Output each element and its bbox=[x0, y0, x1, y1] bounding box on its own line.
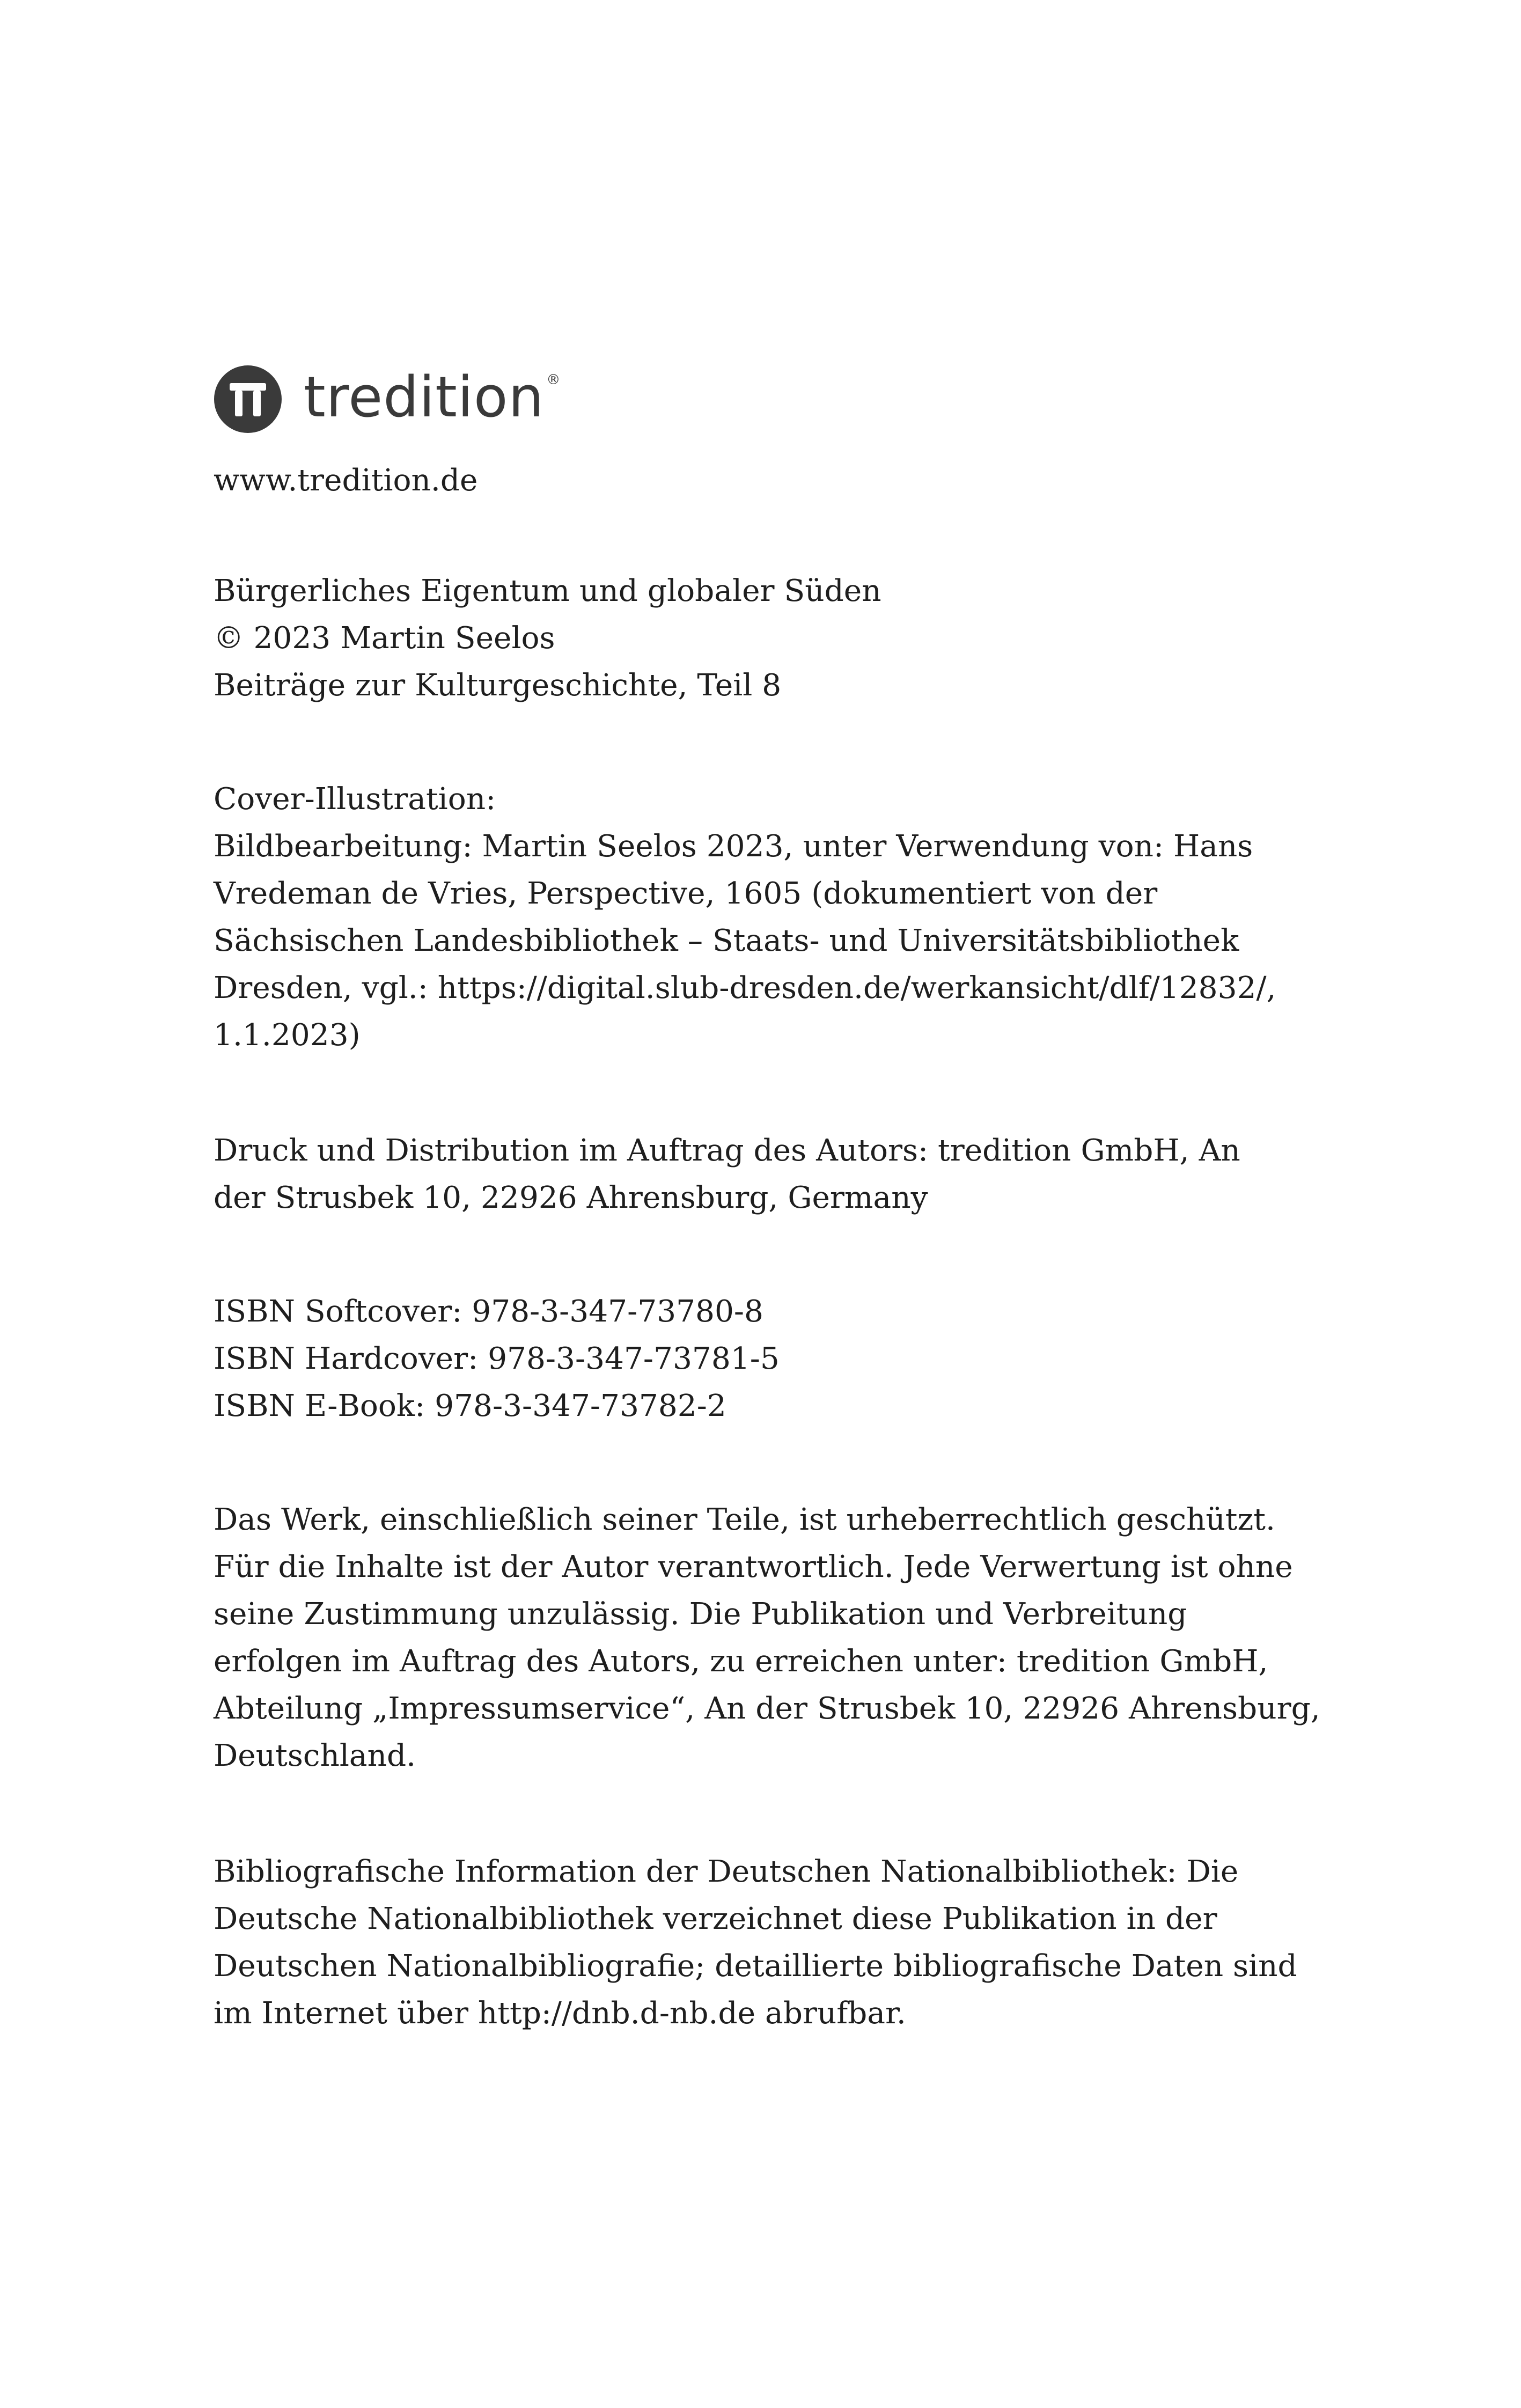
cover-line: Cover-Illustration: bbox=[214, 782, 496, 817]
print-line: Druck und Distribution im Auftrag des Autors: tredition GmbH, An bbox=[214, 1133, 1240, 1168]
logo-wordmark: tredition bbox=[304, 364, 545, 430]
cover-line: 1.1.2023) bbox=[214, 1018, 361, 1053]
isbn-hardcover: ISBN Hardcover: 978-3-347-73781-5 bbox=[214, 1341, 780, 1376]
dnb-line: im Internet über http://dnb.d-nb.de abrufbar. bbox=[214, 1996, 906, 2031]
dnb-line: Deutsche Nationalbibliothek verzeichnet diese Publikation in der bbox=[214, 1902, 1217, 1936]
copyright-notice-line: Deutschland. bbox=[214, 1738, 416, 1773]
print-line: der Strusbek 10, 22926 Ahrensburg, Germany bbox=[214, 1180, 928, 1215]
cover-line: Vredeman de Vries, Perspective, 1605 (dokumentiert von der bbox=[214, 876, 1158, 911]
cover-line: Dresden, vgl.: https://digital.slub-dresden.de/werkansicht/dlf/12832/, bbox=[214, 971, 1276, 1005]
isbn-block bbox=[214, 1288, 1319, 1430]
copyright-notice-line: Für die Inhalte ist der Autor verantwortlich. Jede Verwertung ist ohne bbox=[214, 1550, 1293, 1584]
dnb-line: Deutschen Nationalbibliografie; detaillierte bibliografische Daten sind bbox=[214, 1949, 1297, 1984]
book-title: Bürgerliches Eigentum und globaler Süden bbox=[214, 574, 881, 608]
copyright-notice-line: Abteilung „Impressumservice“, An der Strusbek 10, 22926 Ahrensburg, bbox=[214, 1691, 1320, 1726]
isbn-softcover: ISBN Softcover: 978-3-347-73780-8 bbox=[214, 1294, 763, 1329]
copyright-notice-line: Das Werk, einschließlich seiner Teile, ist urheberrechtlich geschützt. bbox=[214, 1502, 1275, 1537]
dnb-line: Bibliografische Information der Deutschen Nationalbibliothek: Die bbox=[214, 1854, 1239, 1889]
cover-illustration-block bbox=[214, 776, 1319, 1059]
title-block bbox=[214, 568, 1319, 709]
cover-line: Sächsischen Landesbibliothek – Staats- und Universitätsbibliothek bbox=[214, 923, 1239, 958]
copyright-notice-line: erfolgen im Auftrag des Autors, zu erreichen unter: tredition GmbH, bbox=[214, 1644, 1268, 1679]
publisher-url-block bbox=[214, 457, 1319, 504]
registered-mark: ® bbox=[546, 372, 561, 388]
publisher-logo bbox=[214, 365, 560, 434]
isbn-ebook: ISBN E-Book: 978-3-347-73782-2 bbox=[214, 1389, 726, 1423]
series-line: Beiträge zur Kulturgeschichte, Teil 8 bbox=[214, 668, 782, 703]
publisher-url[interactable]: www.tredition.de bbox=[214, 463, 478, 498]
dnb-block bbox=[214, 1848, 1319, 2037]
copyright-notice-block bbox=[214, 1496, 1319, 1780]
copyright-line: © 2023 Martin Seelos bbox=[214, 621, 555, 656]
cover-line: Bildbearbeitung: Martin Seelos 2023, unter Verwendung von: Hans bbox=[214, 829, 1253, 864]
tredition-logo-icon bbox=[214, 365, 282, 434]
copyright-notice-line: seine Zustimmung unzulässig. Die Publikation und Verbreitung bbox=[214, 1597, 1187, 1632]
print-distribution-block bbox=[214, 1127, 1319, 1222]
